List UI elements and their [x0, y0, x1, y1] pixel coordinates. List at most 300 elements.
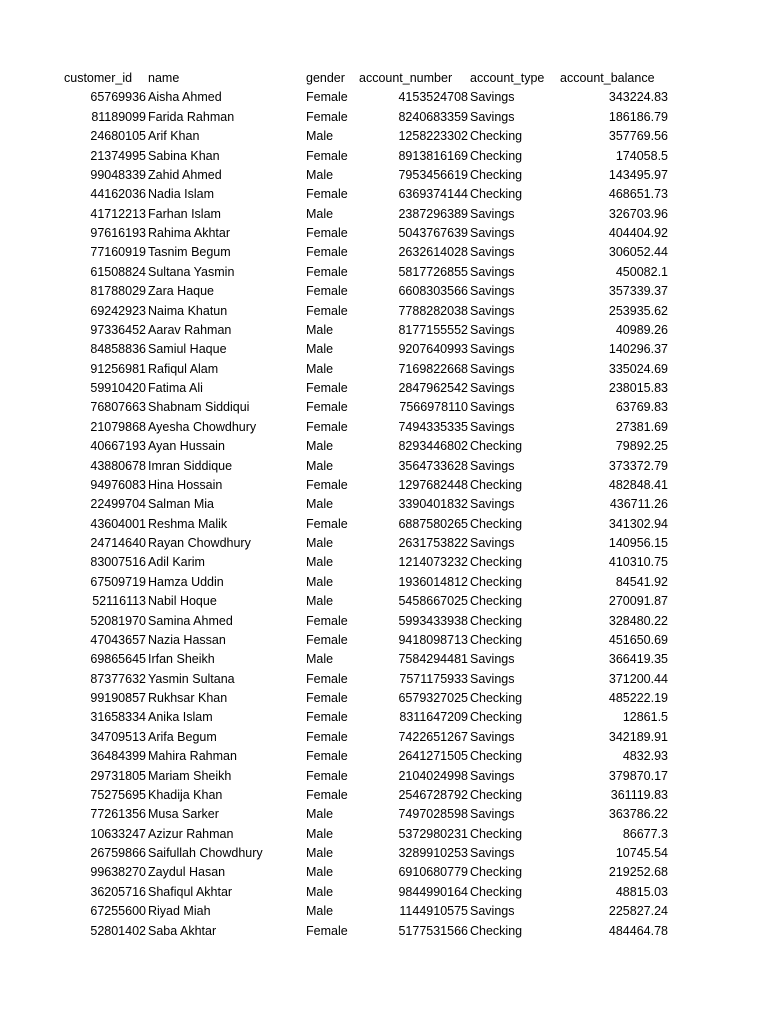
cell-account-number: 4153524708 — [398, 90, 468, 105]
cell-customer-id: 75275695 — [90, 787, 146, 802]
cell-customer-id: 10633247 — [90, 826, 146, 841]
cell-account-balance: 357769.56 — [608, 129, 668, 144]
cell-name: Saifullah Chowdhury — [148, 846, 263, 860]
header-account-type: account_type — [470, 71, 545, 85]
cell-account-balance: 485222.19 — [608, 691, 668, 705]
cell-gender: Male — [306, 904, 334, 919]
cell-gender: Male — [306, 574, 334, 589]
cell-name: Nadia Islam — [148, 187, 214, 202]
cell-account-type: Savings — [470, 109, 515, 124]
cell-customer-id: 69242923 — [90, 303, 146, 318]
customer-table — [0, 69, 768, 941]
cell-account-type: Savings — [470, 419, 515, 434]
cell-name: Khadija Khan — [148, 787, 223, 802]
cell-customer-id: 76807663 — [90, 400, 146, 415]
cell-customer-id: 43880678 — [90, 458, 146, 473]
cell-account-number: 6608303566 — [398, 284, 468, 299]
cell-name: Naima Khatun — [148, 303, 228, 318]
table-row — [0, 185, 768, 204]
cell-account-balance: 143495.97 — [608, 167, 668, 182]
cell-account-type: Checking — [470, 187, 523, 202]
cell-gender: Female — [306, 400, 348, 415]
table-row — [0, 243, 768, 262]
cell-account-type: Savings — [470, 671, 515, 686]
cell-name: Arifa Begum — [148, 729, 217, 744]
cell-customer-id: 83007516 — [90, 555, 146, 570]
cell-gender: Female — [306, 109, 348, 124]
cell-account-balance: 253935.62 — [608, 303, 668, 318]
cell-gender: Female — [306, 632, 348, 647]
cell-name: Tasnim Begum — [148, 245, 231, 260]
table-row — [0, 767, 768, 786]
cell-gender: Male — [306, 206, 334, 221]
cell-name: Fatima Ali — [148, 381, 203, 395]
cell-name: Rafiqul Alam — [148, 361, 219, 376]
cell-account-type: Checking — [470, 148, 523, 163]
cell-gender: Male — [306, 322, 334, 337]
table-row — [0, 495, 768, 514]
cell-name: Zaydul Hasan — [148, 865, 226, 880]
cell-account-balance: 484464.78 — [608, 923, 668, 938]
cell-account-number: 5993433938 — [398, 613, 468, 628]
table-row — [0, 108, 768, 127]
cell-account-type: Checking — [470, 594, 523, 609]
cell-account-type: Savings — [470, 807, 515, 822]
cell-name: Musa Sarker — [148, 807, 219, 822]
cell-account-balance: 219252.68 — [608, 865, 668, 880]
cell-customer-id: 31658334 — [90, 710, 146, 725]
cell-customer-id: 44162036 — [90, 187, 146, 202]
cell-customer-id: 52801402 — [90, 923, 146, 938]
cell-account-type: Savings — [470, 226, 515, 240]
cell-account-balance: 468651.73 — [608, 187, 668, 202]
cell-gender: Female — [306, 671, 348, 686]
table-row — [0, 418, 768, 437]
cell-account-number: 9844990164 — [398, 884, 468, 899]
cell-gender: Female — [306, 729, 348, 744]
cell-account-type: Checking — [470, 749, 523, 764]
cell-customer-id: 81189099 — [91, 109, 146, 124]
table-row — [0, 863, 768, 882]
cell-customer-id: 41712213 — [90, 206, 146, 221]
cell-account-number: 2546728792 — [398, 787, 468, 802]
cell-account-number: 9418098713 — [398, 632, 468, 647]
cell-name: Arif Khan — [148, 129, 200, 144]
cell-gender: Male — [306, 458, 334, 473]
cell-account-type: Checking — [470, 613, 523, 628]
cell-account-type: Checking — [470, 574, 523, 589]
table-row — [0, 515, 768, 534]
table-row — [0, 844, 768, 863]
cell-account-type: Checking — [470, 516, 523, 531]
cell-customer-id: 26759866 — [90, 846, 146, 860]
cell-account-balance: 186186.79 — [608, 109, 668, 124]
cell-gender: Female — [306, 284, 348, 299]
cell-name: Shafiqul Akhtar — [148, 884, 233, 899]
table-row — [0, 437, 768, 456]
cell-gender: Female — [306, 148, 348, 163]
cell-account-number: 1214073232 — [398, 555, 468, 570]
cell-customer-id: 29731805 — [90, 768, 146, 783]
cell-account-number: 8913816169 — [398, 148, 468, 163]
cell-account-type: Savings — [470, 90, 515, 105]
cell-customer-id: 61508824 — [90, 264, 146, 279]
cell-customer-id: 59910420 — [90, 381, 146, 395]
cell-account-type: Checking — [470, 884, 523, 899]
cell-account-type: Savings — [470, 400, 515, 415]
cell-account-balance: 451650.69 — [608, 632, 668, 647]
cell-gender: Male — [306, 497, 334, 512]
cell-account-number: 3390401832 — [398, 497, 468, 512]
cell-gender: Male — [306, 846, 334, 860]
cell-customer-id: 65769936 — [90, 90, 146, 105]
cell-account-balance: 328480.22 — [608, 613, 668, 628]
cell-account-number: 5817726855 — [398, 264, 468, 279]
cell-customer-id: 91256981 — [90, 361, 146, 376]
table-row — [0, 534, 768, 553]
cell-account-balance: 410310.75 — [608, 555, 668, 570]
cell-account-number: 7584294481 — [398, 652, 468, 667]
cell-account-number: 1297682448 — [398, 477, 468, 492]
cell-gender: Female — [306, 923, 348, 938]
table-row — [0, 263, 768, 282]
cell-account-type: Savings — [470, 458, 515, 473]
cell-account-type: Savings — [470, 206, 515, 221]
cell-account-number: 7422651267 — [398, 729, 468, 744]
cell-name: Riyad Miah — [148, 904, 211, 919]
cell-gender: Female — [306, 710, 348, 725]
table-row — [0, 553, 768, 572]
cell-customer-id: 94976083 — [90, 477, 146, 492]
table-row — [0, 224, 768, 243]
cell-gender: Female — [306, 787, 348, 802]
cell-gender: Female — [306, 691, 348, 705]
cell-account-balance: 371200.44 — [608, 671, 668, 686]
cell-name: Yasmin Sultana — [148, 671, 235, 686]
header-customer-id: customer_id — [64, 71, 133, 85]
cell-customer-id: 22499704 — [90, 497, 146, 512]
cell-account-type: Checking — [470, 710, 523, 725]
cell-account-type: Savings — [470, 322, 515, 337]
cell-account-number: 8311647209 — [399, 710, 468, 725]
cell-account-type: Checking — [470, 691, 523, 705]
header-gender: gender — [306, 71, 345, 85]
cell-customer-id: 24714640 — [90, 536, 146, 550]
cell-account-type: Checking — [470, 923, 523, 938]
cell-account-balance: 238015.83 — [608, 381, 668, 395]
cell-name: Hamza Uddin — [148, 574, 224, 589]
cell-account-number: 7169822668 — [398, 361, 468, 376]
cell-account-type: Savings — [470, 536, 515, 550]
cell-account-type: Savings — [470, 361, 515, 376]
cell-account-number: 8293446802 — [398, 439, 468, 454]
table-row — [0, 147, 768, 166]
cell-account-balance: 86677.3 — [622, 826, 668, 841]
cell-account-type: Savings — [470, 264, 515, 279]
cell-name: Adil Karim — [148, 555, 205, 570]
cell-customer-id: 52081970 — [90, 613, 146, 628]
cell-account-type: Checking — [470, 826, 523, 841]
cell-account-type: Savings — [470, 652, 515, 667]
header-name: name — [148, 71, 180, 85]
cell-name: Rayan Chowdhury — [148, 536, 251, 550]
table-row — [0, 398, 768, 417]
cell-customer-id: 43604001 — [90, 516, 146, 531]
cell-name: Ayesha Chowdhury — [148, 419, 257, 434]
cell-account-balance: 404404.92 — [608, 226, 668, 240]
cell-account-number: 2641271505 — [398, 749, 468, 764]
cell-account-type: Checking — [470, 555, 523, 570]
cell-account-number: 2631753822 — [398, 536, 468, 550]
table-row — [0, 127, 768, 146]
cell-name: Shabnam Siddiqui — [148, 400, 250, 415]
table-row — [0, 631, 768, 650]
cell-account-balance: 436711.26 — [609, 497, 668, 512]
cell-account-type: Savings — [470, 303, 515, 318]
cell-account-number: 2104024998 — [398, 768, 468, 783]
cell-customer-id: 81788029 — [90, 284, 146, 299]
cell-name: Aarav Rahman — [148, 322, 232, 337]
cell-account-number: 8240683359 — [398, 109, 468, 124]
cell-account-balance: 225827.24 — [608, 904, 668, 919]
cell-customer-id: 69865645 — [90, 652, 146, 667]
cell-gender: Female — [306, 245, 348, 260]
cell-account-type: Checking — [470, 477, 523, 492]
cell-gender: Female — [306, 187, 348, 202]
table-row — [0, 902, 768, 921]
cell-customer-id: 99190857 — [90, 691, 146, 705]
cell-gender: Male — [306, 439, 334, 454]
table-row — [0, 340, 768, 359]
cell-customer-id: 47043657 — [90, 632, 146, 647]
cell-name: Rahima Akhtar — [148, 226, 230, 240]
cell-customer-id: 36205716 — [90, 884, 146, 899]
cell-customer-id: 87377632 — [90, 671, 146, 686]
cell-account-balance: 335024.69 — [608, 361, 668, 376]
cell-gender: Female — [306, 90, 348, 105]
cell-customer-id: 52116113 — [92, 594, 146, 609]
cell-name: Ayan Hussain — [148, 439, 225, 454]
cell-account-type: Savings — [470, 284, 515, 299]
cell-account-balance: 4832.93 — [622, 749, 668, 764]
cell-customer-id: 21374995 — [90, 148, 146, 163]
table-row — [0, 302, 768, 321]
table-row — [0, 573, 768, 592]
cell-name: Irfan Sheikh — [148, 652, 215, 667]
cell-account-number: 7494335335 — [398, 419, 468, 434]
cell-account-type: Savings — [470, 342, 515, 357]
table-row — [0, 786, 768, 805]
cell-gender: Female — [306, 264, 348, 279]
cell-account-number: 5372980231 — [398, 826, 468, 841]
cell-account-number: 7788282038 — [398, 303, 468, 318]
cell-name: Reshma Malik — [148, 516, 228, 531]
cell-name: Saba Akhtar — [148, 923, 217, 938]
cell-name: Mahira Rahman — [148, 749, 237, 764]
cell-account-number: 1936014812 — [398, 574, 468, 589]
cell-name: Rukhsar Khan — [148, 691, 228, 705]
table-row — [0, 321, 768, 340]
cell-account-balance: 342189.91 — [608, 729, 668, 744]
cell-account-balance: 357339.37 — [608, 284, 668, 299]
table-row — [0, 689, 768, 708]
cell-customer-id: 67509719 — [90, 574, 146, 589]
table-row — [0, 205, 768, 224]
cell-gender: Female — [306, 303, 348, 318]
cell-gender: Male — [306, 826, 334, 841]
cell-account-balance: 63769.83 — [615, 400, 668, 415]
cell-gender: Male — [306, 536, 334, 550]
cell-account-number: 7566978110 — [399, 400, 468, 415]
cell-gender: Female — [306, 749, 348, 764]
table-row — [0, 282, 768, 301]
cell-account-balance: 363786.22 — [608, 807, 668, 822]
cell-name: Azizur Rahman — [148, 826, 234, 841]
table-row — [0, 747, 768, 766]
cell-gender: Female — [306, 613, 348, 628]
cell-account-number: 9207640993 — [398, 342, 468, 357]
cell-customer-id: 84858836 — [90, 342, 146, 357]
cell-account-number: 1258223302 — [398, 129, 468, 144]
cell-account-number: 7953456619 — [398, 167, 468, 182]
cell-name: Farida Rahman — [148, 109, 235, 124]
cell-gender: Male — [306, 807, 334, 822]
cell-customer-id: 97616193 — [90, 226, 146, 240]
cell-account-type: Checking — [470, 787, 523, 802]
cell-name: Zara Haque — [148, 284, 215, 299]
cell-gender: Male — [306, 555, 334, 570]
cell-customer-id: 40667193 — [90, 439, 146, 454]
cell-account-balance: 84541.92 — [615, 574, 668, 589]
table-row — [0, 457, 768, 476]
cell-gender: Male — [306, 594, 334, 609]
cell-account-balance: 79892.25 — [615, 439, 668, 454]
cell-customer-id: 99048339 — [90, 167, 146, 182]
cell-name: Sultana Yasmin — [148, 264, 235, 279]
cell-name: Sabina Khan — [148, 148, 220, 163]
cell-account-number: 8177155552 — [398, 322, 468, 337]
cell-account-type: Savings — [470, 768, 515, 783]
cell-account-number: 6369374144 — [398, 187, 468, 202]
table-row — [0, 728, 768, 747]
table-row — [0, 592, 768, 611]
cell-gender: Female — [306, 419, 348, 434]
cell-account-balance: 379870.17 — [608, 768, 668, 783]
cell-account-type: Savings — [470, 904, 515, 919]
cell-account-type: Checking — [470, 632, 523, 647]
cell-name: Farhan Islam — [148, 206, 221, 221]
table-row — [0, 922, 768, 941]
cell-account-number: 1144910575 — [399, 904, 468, 919]
cell-account-type: Checking — [470, 439, 523, 454]
cell-gender: Female — [306, 381, 348, 395]
cell-account-number: 2387296389 — [398, 206, 468, 221]
cell-account-balance: 140296.37 — [608, 342, 668, 357]
cell-gender: Male — [306, 652, 334, 667]
cell-account-number: 6887580265 — [398, 516, 468, 531]
cell-name: Imran Siddique — [148, 458, 233, 473]
cell-customer-id: 77261356 — [90, 807, 146, 822]
table-row — [0, 360, 768, 379]
table-row — [0, 670, 768, 689]
cell-gender: Female — [306, 516, 348, 531]
cell-account-number: 5177531566 — [398, 923, 468, 938]
cell-account-balance: 270091.87 — [608, 594, 668, 609]
cell-name: Salman Mia — [148, 497, 214, 512]
cell-account-number: 2847962542 — [398, 381, 468, 395]
cell-account-balance: 341302.94 — [608, 516, 668, 531]
cell-account-type: Savings — [470, 497, 515, 512]
cell-account-number: 7497028598 — [398, 807, 468, 822]
cell-account-balance: 343224.83 — [608, 90, 668, 105]
cell-account-balance: 12861.5 — [622, 710, 668, 725]
cell-account-balance: 174058.5 — [615, 148, 668, 163]
table-row — [0, 612, 768, 631]
table-row — [0, 825, 768, 844]
table-row — [0, 708, 768, 727]
cell-account-balance: 10745.54 — [615, 846, 668, 860]
cell-gender: Male — [306, 129, 334, 144]
table-row — [0, 88, 768, 107]
cell-name: Nabil Hoque — [148, 594, 217, 609]
cell-account-type: Savings — [470, 245, 515, 260]
cell-account-number: 6579327025 — [398, 691, 468, 705]
table-row — [0, 805, 768, 824]
cell-account-balance: 361119.83 — [610, 787, 668, 802]
cell-name: Anika Islam — [148, 710, 213, 725]
cell-gender: Male — [306, 884, 334, 899]
cell-account-number: 2632614028 — [398, 245, 468, 260]
cell-gender: Female — [306, 477, 348, 492]
cell-account-balance: 373372.79 — [608, 458, 668, 473]
cell-account-type: Savings — [470, 846, 515, 860]
table-row — [0, 650, 768, 669]
cell-account-balance: 27381.69 — [615, 419, 668, 434]
cell-gender: Female — [306, 226, 348, 240]
cell-account-type: Checking — [470, 865, 523, 880]
cell-customer-id: 36484399 — [90, 749, 146, 764]
cell-name: Samiul Haque — [148, 342, 227, 357]
header-account-number: account_number — [359, 71, 453, 85]
cell-gender: Male — [306, 361, 334, 376]
cell-account-type: Checking — [470, 167, 523, 182]
cell-name: Aisha Ahmed — [148, 90, 222, 105]
cell-gender: Male — [306, 167, 334, 182]
cell-account-number: 6910680779 — [398, 865, 468, 880]
table-row — [0, 166, 768, 185]
cell-account-number: 5043767639 — [398, 226, 468, 240]
table-row — [0, 476, 768, 495]
cell-name: Zahid Ahmed — [148, 167, 222, 182]
cell-account-number: 3289910253 — [398, 846, 468, 860]
header-account-balance: account_balance — [560, 71, 655, 85]
cell-account-number: 5458667025 — [398, 594, 468, 609]
cell-customer-id: 77160919 — [90, 245, 146, 260]
table-row — [0, 379, 768, 398]
cell-account-balance: 482848.41 — [608, 477, 668, 492]
cell-account-balance: 306052.44 — [608, 245, 668, 260]
cell-account-balance: 326703.96 — [608, 206, 668, 221]
cell-account-balance: 140956.15 — [608, 536, 668, 550]
cell-account-type: Savings — [470, 381, 515, 395]
cell-account-balance: 366419.35 — [608, 652, 668, 667]
cell-name: Samina Ahmed — [148, 613, 233, 628]
cell-account-balance: 40989.26 — [615, 322, 668, 337]
cell-gender: Male — [306, 865, 334, 880]
cell-account-number: 7571175933 — [399, 671, 468, 686]
cell-account-type: Checking — [470, 129, 523, 144]
cell-account-number: 3564733628 — [398, 458, 468, 473]
